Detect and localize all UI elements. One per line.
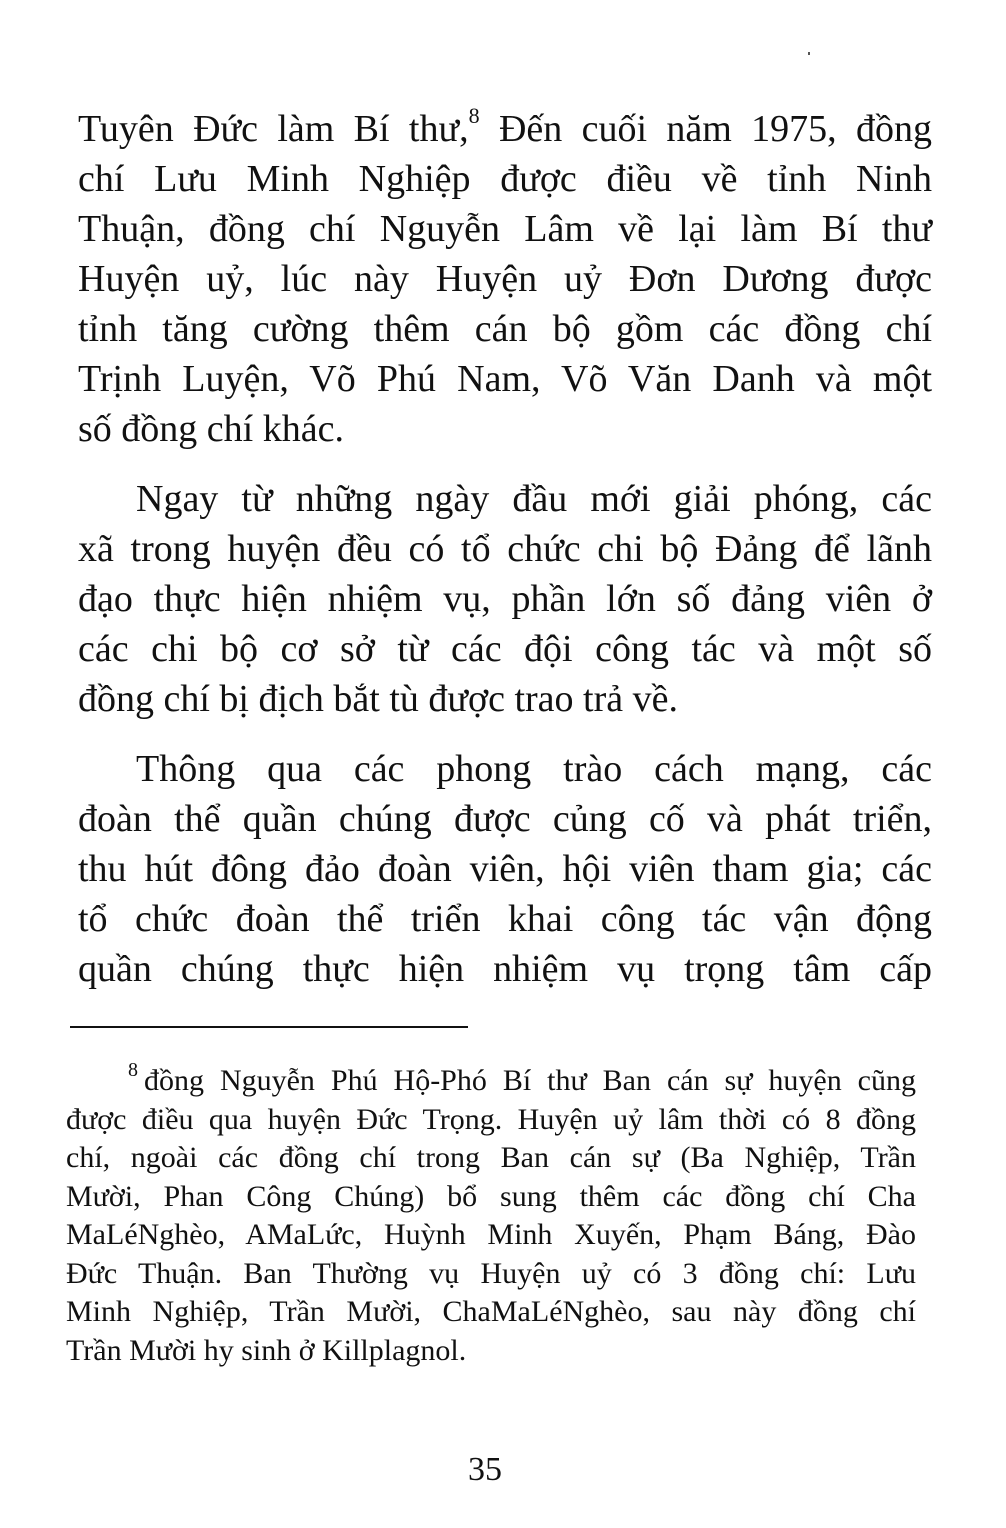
paragraph-1-line-4: Huyện uỷ, lúc này Huyện uỷ Đơn Dương được	[78, 258, 932, 300]
footnote-line-1	[66, 1059, 916, 1101]
footnote-line-2: được điều qua huyện Đức Trọng. Huyện uỷ lâm thời có 8 đồng	[66, 1102, 916, 1136]
line-1-text-before: Tuyên Đức làm Bí thư,	[78, 108, 469, 150]
page-number: 35	[468, 1451, 502, 1488]
paragraph-2-line-2: xã trong huyện đều có tổ chức chi bộ Đảng để lãnh	[78, 528, 932, 570]
footnote-line-8: Trần Mười hy sinh ở Killplagnol.	[66, 1333, 467, 1367]
paragraph-2	[78, 474, 932, 724]
paragraph-2-line-1: Ngay từ những ngày đầu mới giải phóng, các	[136, 478, 932, 520]
paragraph-3	[78, 744, 932, 994]
paragraph-3-line-1: Thông qua các phong trào cách mạng, các	[136, 748, 932, 790]
footnote-divider	[70, 1026, 468, 1028]
paragraph-2-line-5: đồng chí bị địch bắt tù được trao trả về.	[78, 678, 678, 720]
paragraph-1-line-2: chí Lưu Minh Nghiệp được điều về tỉnh Ninh	[78, 158, 932, 200]
paragraph-1-line-6: Trịnh Luyện, Võ Phú Nam, Võ Văn Danh và một	[78, 358, 932, 400]
paragraph-1	[78, 104, 932, 454]
paragraph-3-line-2: đoàn thể quần chúng được củng cố và phát triển,	[78, 798, 932, 840]
footnote-number: 8	[128, 1059, 138, 1081]
footnote-line-6: Đức Thuận. Ban Thường vụ Huyện uỷ có 3 đồng chí: Lưu	[66, 1256, 916, 1290]
footnote-line-3: chí, ngoài các đồng chí trong Ban cán sự (Ba Nghiệp, Trần	[66, 1141, 916, 1174]
paragraph-3-line-4: tổ chức đoàn thể triển khai công tác vận động	[78, 898, 932, 940]
paragraph-1-line-3: Thuận, đồng chí Nguyễn Lâm về lại làm Bí thư	[78, 208, 932, 250]
paragraph-1-line-7: số đồng chí khác.	[78, 408, 344, 450]
footnote-reference[interactable]: 8	[468, 103, 480, 128]
paragraph-2-line-4: các chi bộ cơ sở từ các đội công tác và một số	[78, 628, 932, 670]
paragraph-2-line-3: đạo thực hiện nhiệm vụ, phần lớn số đảng viên ở	[78, 578, 932, 620]
footnote-line-4: Mười, Phan Công Chúng) bổ sung thêm các đồng chí Cha	[66, 1179, 916, 1213]
scan-speck	[808, 52, 810, 55]
main-text	[78, 104, 932, 994]
line-1-text-after: Đến cuối năm 1975, đồng	[479, 108, 933, 150]
paragraph-1-line-5: tỉnh tăng cường thêm cán bộ gồm các đồng chí	[78, 308, 932, 350]
footnote-line-7: Minh Nghiệp, Trần Mười, ChaMaLéNghèo, sau này đồng chí	[66, 1295, 916, 1328]
footnote-line-5: MaLéNghèo, AMaLức, Huỳnh Minh Xuyến, Phạm Báng, Đào	[66, 1218, 916, 1251]
footnote	[66, 1059, 916, 1370]
paragraph-1-line-1	[78, 104, 932, 154]
paragraph-3-line-5: quần chúng thực hiện nhiệm vụ trọng tâm cấp	[78, 948, 932, 990]
paragraph-3-line-3: thu hút đông đảo đoàn viên, hội viên tham gia; các	[78, 848, 932, 890]
footnote-line-1-text: đồng Nguyễn Phú Hộ-Phó Bí thư Ban cán sự huyện cũng	[144, 1064, 916, 1097]
